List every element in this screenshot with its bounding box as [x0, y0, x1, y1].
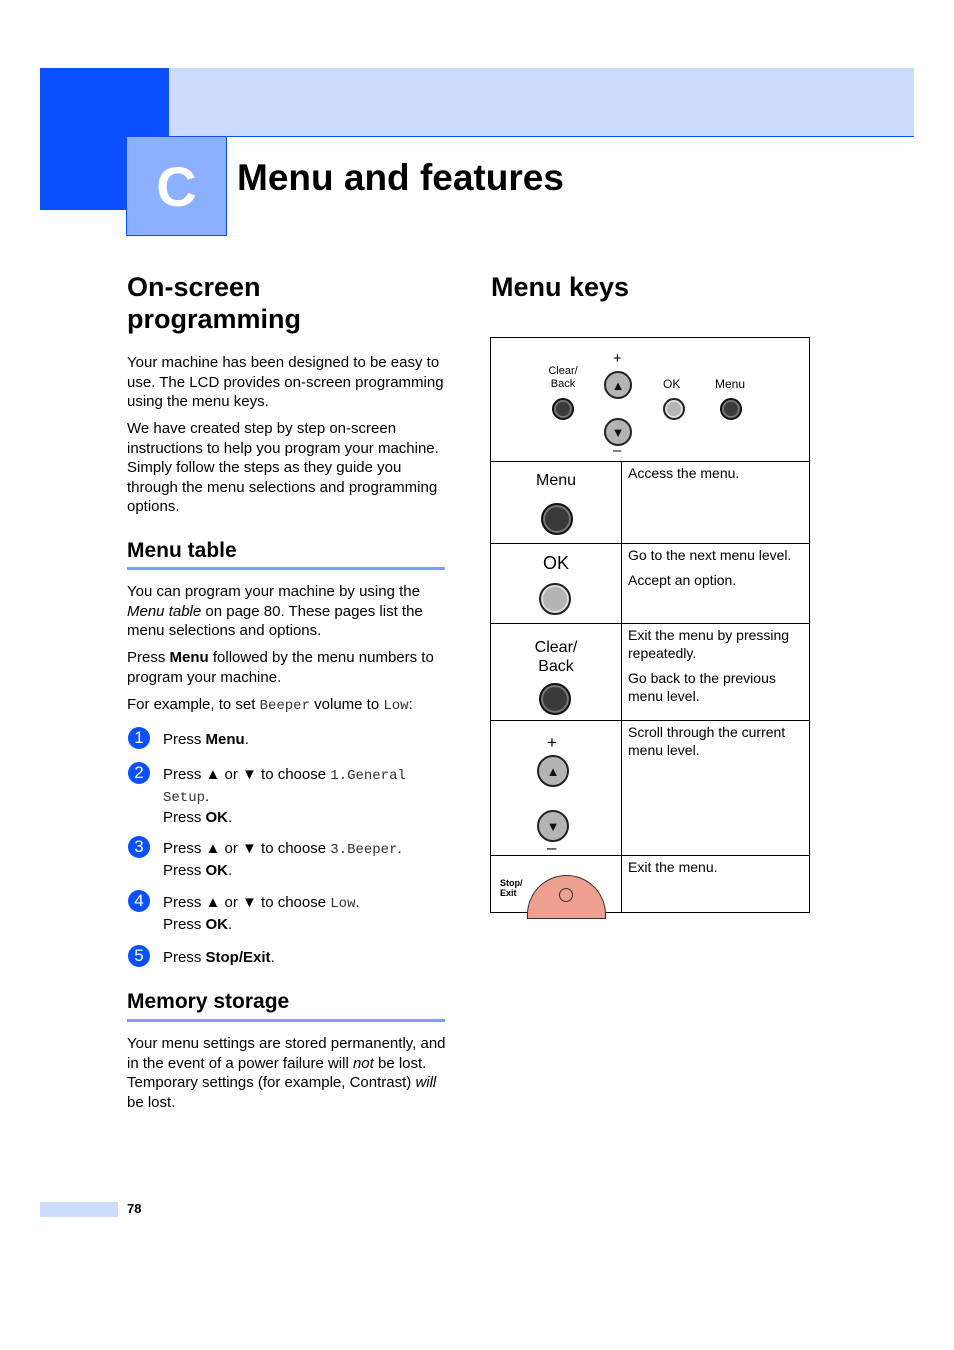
row-ok-key-label: OK [542, 553, 569, 573]
clear-back-button[interactable] [539, 683, 571, 715]
row-arrows-plus: + [547, 733, 557, 752]
panel-ok-label: OK [663, 377, 681, 391]
row-menu-desc: Access the menu. [628, 465, 740, 481]
row-stop-exit-key-label: Stop/ Exit [500, 878, 523, 898]
chapter-letter: C [156, 154, 197, 218]
menu-table-heading: Menu table [127, 539, 237, 562]
arrow-down-icon: ▼ [611, 424, 625, 440]
row-arrows-minus: – [547, 838, 557, 857]
menu-table-link[interactable]: Menu table [127, 602, 202, 620]
stop-icon [559, 888, 573, 902]
row-stop-exit-desc: Exit the menu. [628, 859, 718, 875]
step-number-badge: 3 [128, 836, 150, 858]
step-number-badge: 2 [128, 762, 150, 784]
section-heading-on-screen: On-screen programming [127, 272, 302, 334]
intro-paragraph-2: We have created step by step on-screen instructions to help you program your machine. Simply follow the steps as they guide you through the menu selections and programming options. [127, 420, 439, 515]
menu-keys-table [490, 337, 810, 913]
chapter-title: Menu and features [237, 157, 564, 198]
arrow-down-icon: ▼ [546, 818, 560, 834]
footer-band [40, 1202, 118, 1217]
row-clear-back-key-label: Clear/ Back [534, 639, 578, 675]
panel-plus-label: + [613, 350, 622, 367]
step-number-badge: 4 [128, 890, 150, 912]
menu-table-paragraph-2: Press Menu followed by the menu numbers to program your machine. [127, 649, 434, 686]
page-number: 78 [127, 1201, 142, 1216]
ok-button[interactable] [539, 583, 571, 615]
chapter-letter-box [126, 136, 227, 236]
arrow-up-icon: ▲ [546, 763, 560, 779]
panel-clear-back-label: Clear/ Back [548, 365, 578, 390]
menu-keys-heading: Menu keys [491, 272, 630, 302]
step-number-badge: 1 [128, 727, 150, 749]
row-arrows-desc: Scroll through the current menu level. [628, 724, 786, 758]
row-clear-back-desc-1: Exit the menu by pressing repeatedly. [628, 627, 790, 661]
panel-minus-label: – [613, 442, 622, 459]
memory-storage-heading: Memory storage [127, 990, 290, 1013]
arrow-up-icon: ▲ [611, 377, 625, 393]
row-ok [491, 544, 809, 624]
panel-clear-back-button[interactable] [552, 398, 574, 420]
row-ok-desc-2: Accept an option. [628, 572, 737, 588]
menu-table-paragraph-3: For example, to set Beeper volume to Low: [127, 696, 413, 714]
row-menu [491, 462, 809, 544]
stop-exit-button[interactable] [527, 875, 606, 919]
menu-table-rule [127, 567, 445, 570]
row-arrows [491, 721, 809, 856]
menu-table-paragraph-1: You can program your machine by using the Menu table on page 80. These pages list the menu selections and options. [127, 583, 423, 639]
panel-menu-label: Menu [715, 377, 746, 391]
menu-button[interactable] [541, 503, 573, 535]
row-clear-back-desc-2: Go back to the previous menu level. [628, 670, 776, 704]
step-number-badge: 5 [128, 945, 150, 967]
intro-paragraph-1: Your machine has been designed to be easy to use. The LCD provides on-screen programming using the menu keys. [127, 354, 444, 410]
row-clear-back [491, 624, 809, 721]
panel-menu-button[interactable] [720, 398, 742, 420]
memory-storage-paragraph: Your menu settings are stored permanently, and in the event of a power failure will not be lost. Temporary settings (for example, Contrast) will be lost. [127, 1035, 446, 1111]
header-band-light [169, 68, 914, 137]
row-menu-key-label: Menu [535, 472, 577, 489]
row-ok-desc-1: Go to the next menu level. [628, 547, 792, 563]
panel-ok-button[interactable] [663, 398, 685, 420]
row-stop-exit [491, 856, 809, 912]
memory-storage-rule [127, 1019, 445, 1022]
control-panel [491, 338, 809, 462]
up-arrow-button[interactable] [537, 755, 569, 787]
panel-up-button[interactable] [604, 371, 632, 399]
